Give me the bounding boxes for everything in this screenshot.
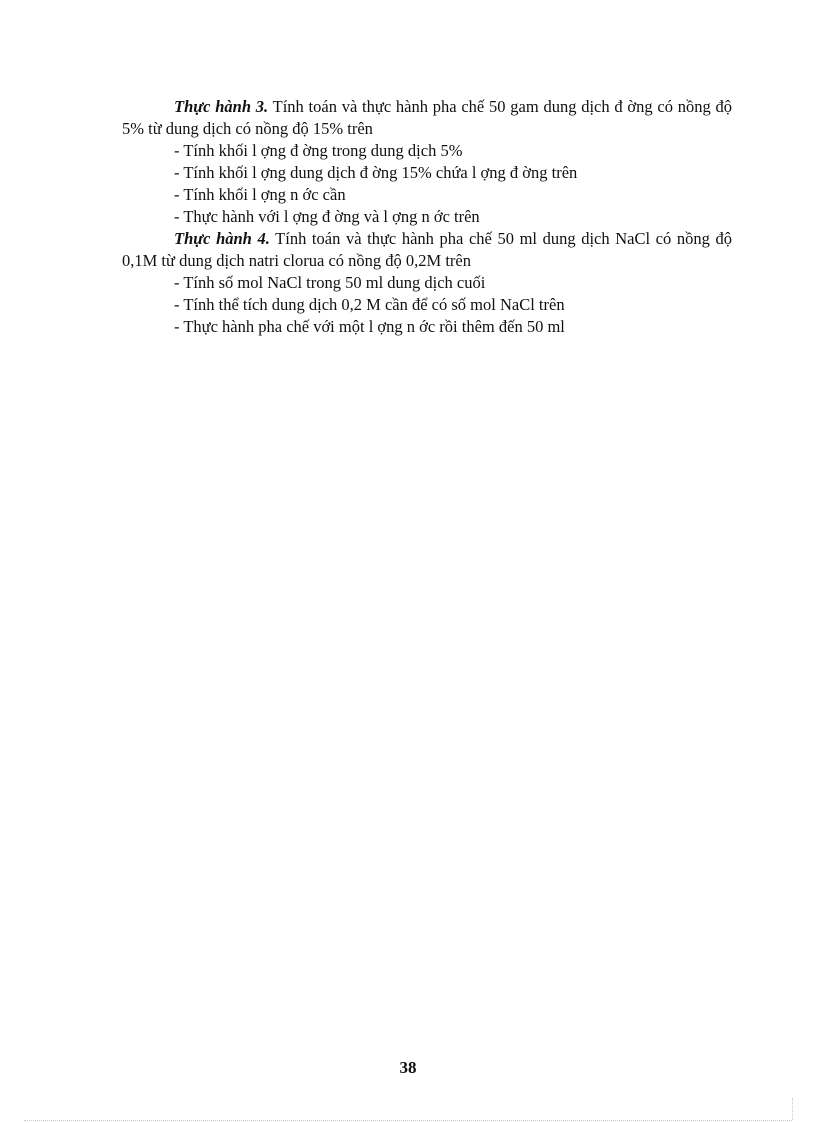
right-dotted-rule bbox=[792, 1098, 793, 1120]
list-item: - Thực hành với l ợng đ ờng và l ợng n ớc trên bbox=[174, 207, 480, 226]
page-number: 38 bbox=[399, 1058, 417, 1077]
section-label-3: Thực hành 3. bbox=[174, 97, 269, 116]
section-paragraph-4 bbox=[122, 228, 732, 272]
page-content bbox=[122, 96, 732, 338]
list-item: - Tính khối l ợng n ớc cần bbox=[174, 185, 346, 204]
list-item: - Tính thể tích dung dịch 0,2 M cần để có số mol NaCl trên bbox=[174, 295, 565, 314]
list-item: - Tính số mol NaCl trong 50 ml dung dịch cuối bbox=[174, 273, 486, 292]
section-text-4: Tính toán và thực hành pha chế 50 ml dung dịch NaCl có nồng độ 0,1M từ dung dịch natri clorua có nồng độ 0,2M trên bbox=[122, 229, 732, 270]
section-paragraph-3 bbox=[122, 96, 732, 140]
list-item: - Tính khối l ợng dung dịch đ ờng 15% chứa l ợng đ ờng trên bbox=[174, 163, 578, 182]
list-item: - Thực hành pha chế với một l ợng n ớc rồi thêm đến 50 ml bbox=[174, 317, 565, 336]
section-label-4: Thực hành 4. bbox=[174, 229, 270, 248]
bottom-dotted-rule bbox=[24, 1120, 792, 1121]
list-item: - Tính khối l ợng đ ờng trong dung dịch 5% bbox=[174, 141, 463, 160]
section-text-3: Tính toán và thực hành pha chế 50 gam dung dịch đ ờng có nồng độ 5% từ dung dịch có nồng độ 15% trên bbox=[122, 97, 732, 138]
